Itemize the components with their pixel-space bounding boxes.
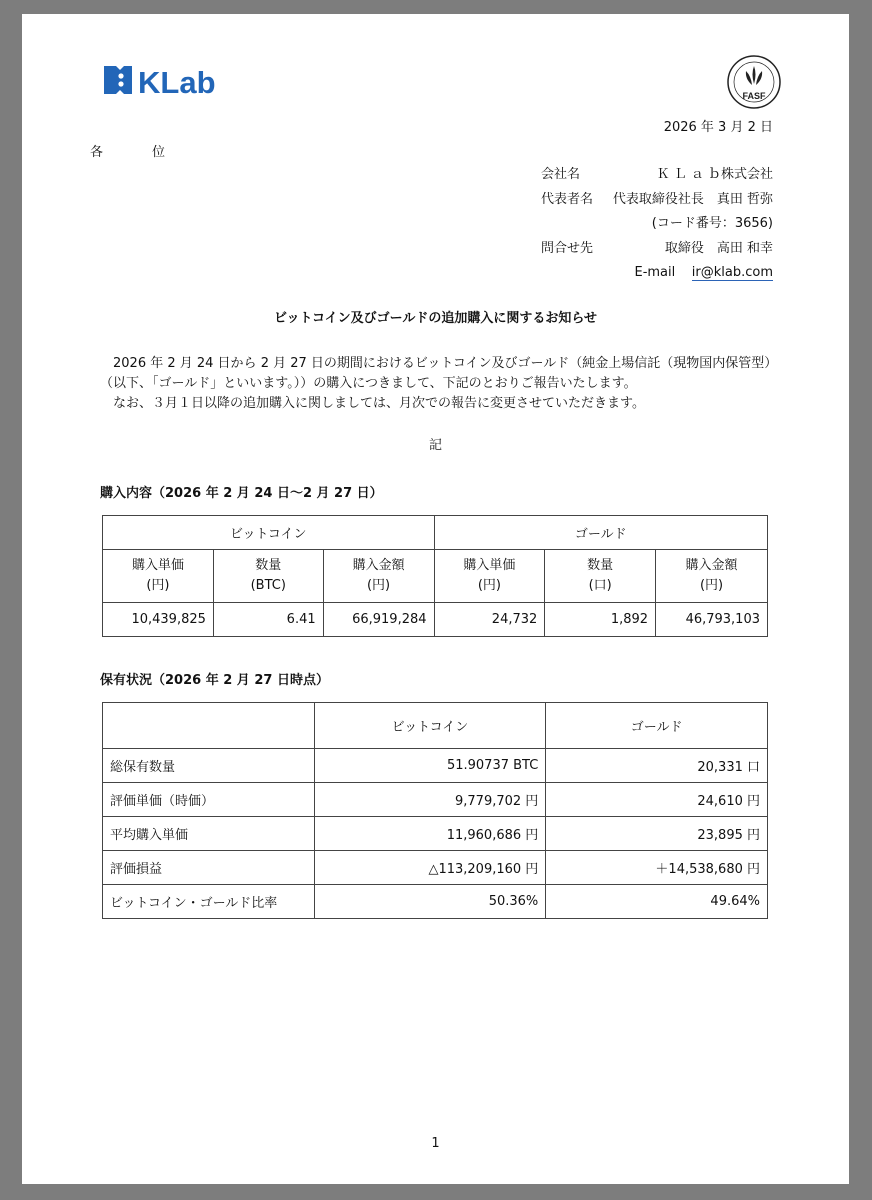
table-row: [103, 749, 768, 783]
contact-person: 取締役 高田 和幸: [664, 241, 773, 256]
column-header: 購入単価 (円): [434, 550, 545, 603]
purchase-group-header-row: [103, 516, 768, 550]
table-cell: 24,732: [434, 603, 545, 637]
logo-text: KLab: [138, 65, 216, 98]
row-label: ビットコイン・ゴールド比率: [103, 885, 315, 919]
table-cell: 46,793,103: [656, 603, 768, 637]
holdings-table: [102, 702, 768, 919]
document-title: ビットコイン及びゴールドの追加購入に関するお知らせ: [274, 311, 597, 326]
contact-label: 問合せ先: [541, 241, 594, 256]
purchase-heading: 購入内容（2026 年 2 月 24 日～2 月 27 日）: [100, 486, 383, 501]
row-label: 平均購入単価: [103, 817, 315, 851]
column-header: 数量 (BTC): [213, 550, 323, 603]
body-paragraph-2: なお、３月１日以降の追加購入に関しましては、月次での報告に変更させていただきます。: [113, 396, 645, 411]
bitcoin-value: 51.90737 BTC: [314, 749, 546, 783]
holdings-header-empty: [103, 703, 315, 749]
email-line: [634, 265, 773, 281]
page-number: 1: [431, 1136, 440, 1151]
fasf-seal: [726, 54, 782, 110]
holdings-header-gold: ゴールド: [546, 703, 768, 749]
holdings-header-bitcoin: ビットコイン: [314, 703, 546, 749]
addressee: 各 位: [90, 145, 184, 160]
email-link[interactable]: ir@klab.com: [691, 265, 773, 280]
bitcoin-value: 11,960,686 円: [314, 817, 546, 851]
table-cell: 6.41: [213, 603, 323, 637]
table-row: [103, 783, 768, 817]
group-header-bitcoin: ビットコイン: [103, 516, 435, 550]
row-label: 評価単価（時価）: [103, 783, 315, 817]
stock-code: (コード番号：3656): [651, 216, 773, 231]
body-text: [100, 354, 780, 414]
gold-value: 49.64%: [546, 885, 768, 919]
holdings-header-row: [103, 703, 768, 749]
table-cell: 10,439,825: [103, 603, 214, 637]
representative-name: 代表取締役社長 真田 哲弥: [612, 192, 773, 207]
company-label: 会社名: [541, 167, 581, 182]
purchase-table: [102, 515, 768, 637]
table-cell: 66,919,284: [323, 603, 434, 637]
document-date: 2026 年 3 月 2 日: [663, 120, 773, 135]
row-label: 総保有数量: [103, 749, 315, 783]
holdings-heading: 保有状況（2026 年 2 月 27 日時点）: [100, 673, 329, 688]
table-cell: 1,892: [545, 603, 656, 637]
body-paragraph-1: 2026 年 2 月 24 日から 2 月 27 日の期間におけるビットコイン及びゴールド（純金上場信託（現物国内保管型）（以下、「ゴールド」といいます。））の購入につきまして、下記のとおりご報告いたします。: [100, 356, 778, 391]
purchase-column-header-row: [103, 550, 768, 603]
column-header: 購入金額 (円): [323, 550, 434, 603]
bitcoin-value: 50.36%: [314, 885, 546, 919]
ki-marker: 記: [428, 438, 442, 453]
bitcoin-value: △113,209,160 円: [314, 851, 546, 885]
purchase-value-row: [103, 603, 768, 637]
column-header: 購入金額 (円): [656, 550, 768, 603]
company-name: Ｋ Ｌ ａ ｂ株式会社: [656, 167, 773, 182]
bitcoin-value: 9,779,702 円: [314, 783, 546, 817]
klab-logo: [102, 62, 224, 98]
document-page: [22, 14, 849, 1184]
table-row: [103, 885, 768, 919]
column-header: 数量 (口): [545, 550, 656, 603]
gold-value: 23,895 円: [546, 817, 768, 851]
representative-label: 代表者名: [541, 192, 594, 207]
seal-text: FASF: [742, 91, 766, 101]
table-row: [103, 817, 768, 851]
row-label: 評価損益: [103, 851, 315, 885]
gold-value: ＋14,538,680 円: [546, 851, 768, 885]
gold-value: 20,331 口: [546, 749, 768, 783]
email-label: E-mail: [634, 265, 676, 280]
gold-value: 24,610 円: [546, 783, 768, 817]
group-header-gold: ゴールド: [434, 516, 767, 550]
table-row: [103, 851, 768, 885]
column-header: 購入単価 (円): [103, 550, 214, 603]
